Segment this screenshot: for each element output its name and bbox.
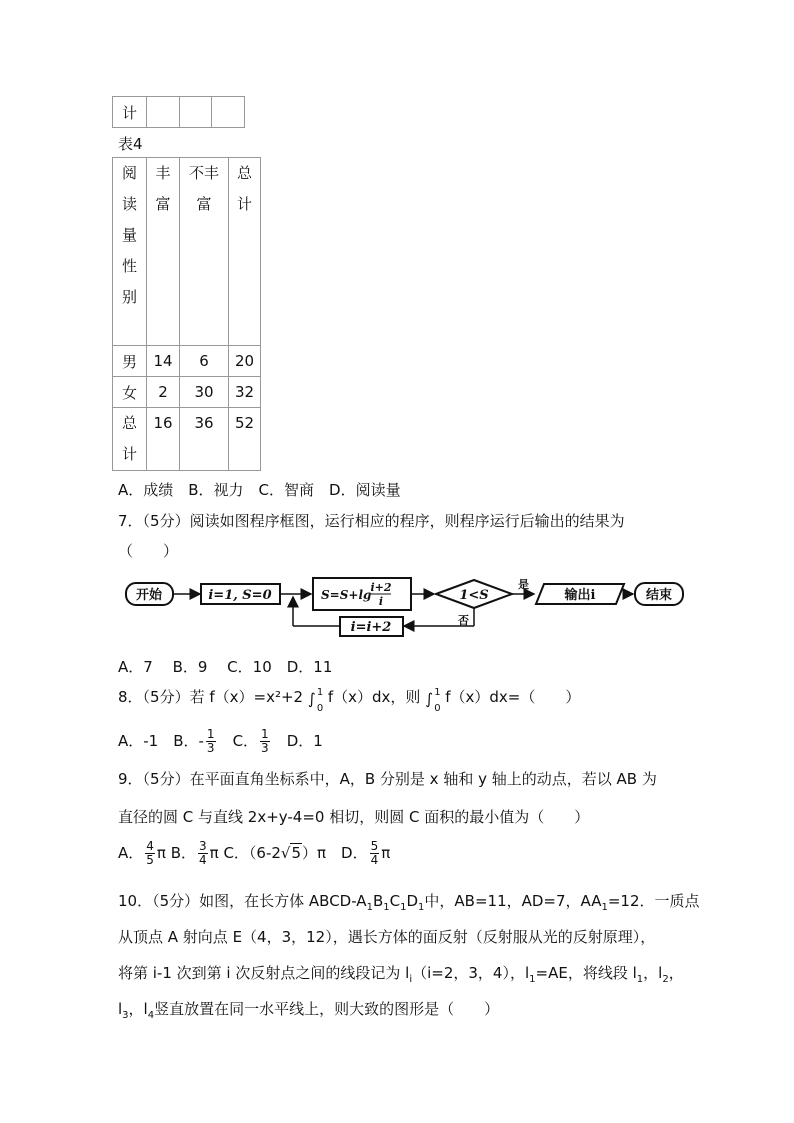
top-table-label: 计 bbox=[113, 97, 147, 128]
flow-update-den: i bbox=[378, 595, 384, 608]
q7-flowchart bbox=[118, 570, 690, 642]
table4-caption: 表4 bbox=[118, 135, 143, 153]
top-table bbox=[112, 96, 245, 128]
q9-line2: 直径的圆 C 与直线 2x+y-4=0 相切，则圆 C 面积的最小值为（ ） bbox=[118, 808, 590, 826]
flow-update-num: i+2 bbox=[370, 581, 392, 594]
flow-no-label: 否 bbox=[458, 614, 469, 627]
table4-col-rich: 丰 富 bbox=[147, 158, 180, 346]
integral-symbol: ∫ 1 0 bbox=[307, 686, 324, 714]
q7-paren: （ ） bbox=[118, 542, 179, 560]
table4-col-not-rich: 不丰 富 bbox=[180, 158, 229, 346]
q10-line1: 10．（5分）如图，在长方体 ABCD-$A_1B_1C_1D_1$中，AB=11，AD=7，$AA_1=12$．一质点 bbox=[118, 892, 700, 913]
table4 bbox=[112, 157, 261, 471]
flow-increment-text: i=i+2 bbox=[350, 620, 392, 635]
flow-update-prefix: S=S+lg bbox=[321, 588, 372, 602]
flow-end-text: 结束 bbox=[645, 588, 673, 603]
table-row: 男 14 6 20 bbox=[113, 346, 261, 377]
q7-options: A．7 B．9 C．10 D．11 bbox=[118, 658, 333, 676]
flow-cond-text: 1<S bbox=[459, 588, 489, 603]
q8-options: A．-1 B．- $\frac{1}{3}$ C． $\frac{1}{3}$ D．1 bbox=[118, 727, 323, 755]
q9-options: A． $\frac{4}{5}$ π B． $\frac{3}{4}$ π C．（6-2√5）π D． $\frac{5}{4}$ π bbox=[118, 839, 391, 867]
flow-init-text: i=1, S=0 bbox=[208, 588, 272, 603]
q6-options: A．成绩 B．视力 C．智商 D．阅读量 bbox=[118, 481, 401, 499]
q8-stem: 8．（5分）若 f（x）=x²+2 ∫ 1 0 f（x）dx，则 ∫ 1 0 f（x）dx=（ ） bbox=[118, 686, 581, 714]
table4-corner: 阅 读 量 性 别 bbox=[113, 158, 147, 346]
q9-line1: 9．（5分）在平面直角坐标系中，A，B 分别是 x 轴和 y 轴上的动点，若以 AB 为 bbox=[118, 770, 657, 788]
table-row: 总 计 16 36 52 bbox=[113, 408, 261, 471]
table4-col-total: 总 计 bbox=[229, 158, 261, 346]
q7-stem: 7．（5分）阅读如图程序框图，运行相应的程序，则程序运行后输出的结果为 bbox=[118, 512, 625, 530]
q10-line4: $l_3$，$l_4$竖直放置在同一水平线上，则大致的图形是（ ） bbox=[118, 1000, 500, 1021]
flow-output-text: 输出i bbox=[564, 588, 596, 603]
table-row: 女 2 30 32 bbox=[113, 377, 261, 408]
integral-symbol: ∫ 1 0 bbox=[425, 686, 441, 714]
q10-line2: 从顶点 A 射向点 E（4，3，12），遇长方体的面反射（反射服从光的反射原理）， bbox=[118, 928, 656, 946]
flow-start-text: 开始 bbox=[135, 588, 163, 603]
q10-line3: 将第 i-1 次到第 i 次反射点之间的线段记为 $l_i(i=2$，3，4），$l_1=AE$，将线段 $l_1$，$l_2$， bbox=[118, 964, 684, 985]
flow-yes-label: 是 bbox=[518, 578, 529, 591]
